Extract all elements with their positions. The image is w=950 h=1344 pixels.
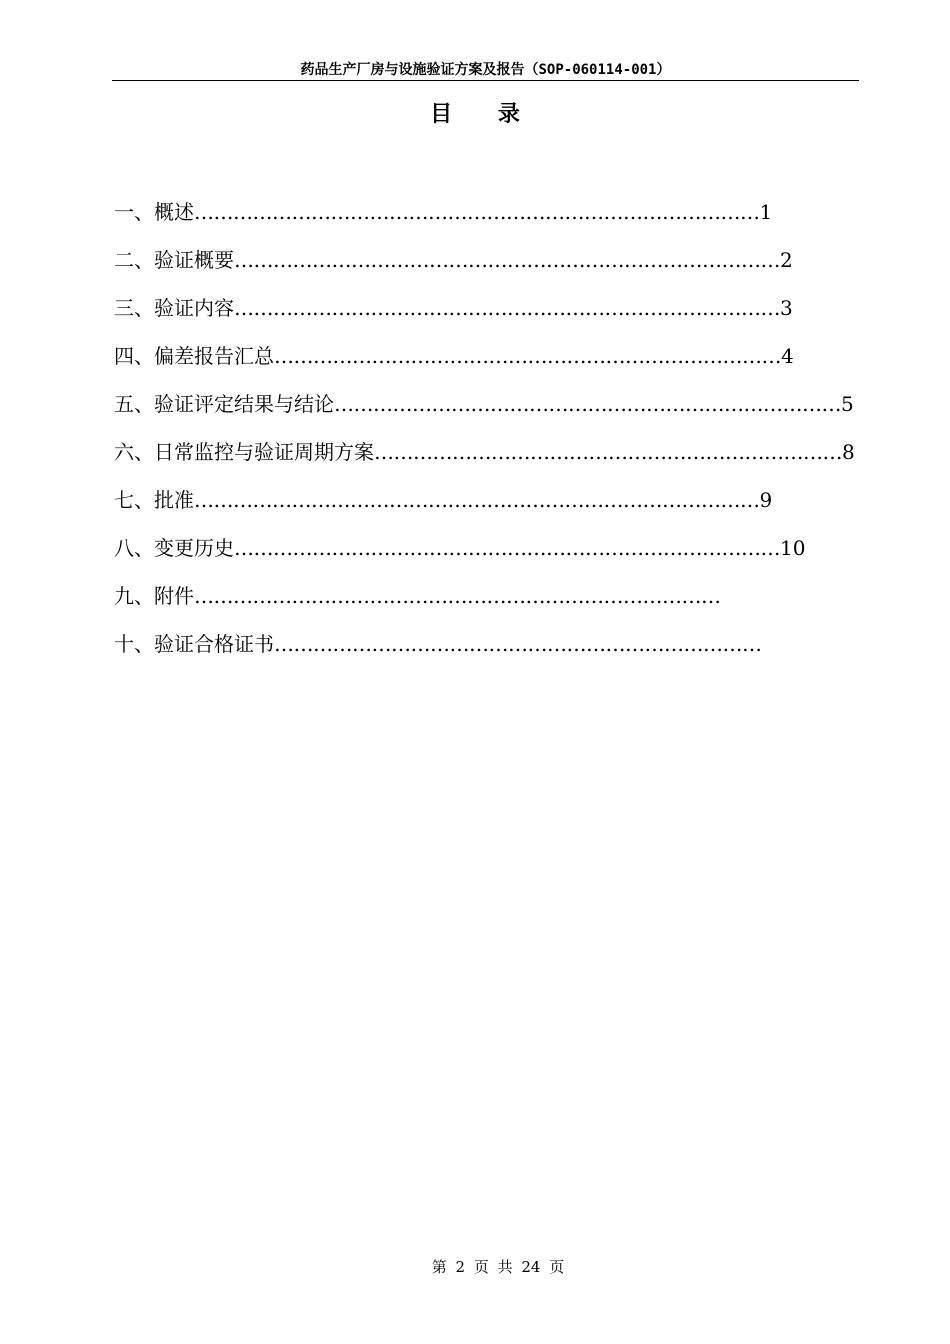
- toc-entry-label: 一、概述: [114, 200, 194, 224]
- toc-page-number: 4: [781, 344, 794, 368]
- toc-entry-validation-content[interactable]: [114, 292, 874, 340]
- toc-entry-label: 五、验证评定结果与结论: [114, 392, 334, 416]
- toc-entry-label: 八、变更历史: [114, 536, 234, 560]
- toc-entry-certificate[interactable]: [114, 628, 874, 676]
- toc-page-number: 9: [759, 488, 773, 512]
- toc-dot-leader: …………………………………………………………………………: [234, 296, 780, 320]
- toc-dot-leader: …………………………………………………………………………: [234, 536, 780, 560]
- toc-entry-label: 二、验证概要: [114, 248, 234, 272]
- toc-entry-label: 六、日常监控与验证周期方案: [114, 440, 374, 464]
- toc-dot-leader: ……………………………………………………………………………: [194, 200, 760, 224]
- toc-dot-leader: ………………………………………………………………………: [194, 584, 721, 608]
- toc-page-number: 2: [780, 248, 793, 272]
- toc-dot-leader: ………………………………………………………………: [374, 440, 842, 464]
- toc-dot-leader: ……………………………………………………………………: [334, 392, 841, 416]
- toc-page-number: 10: [780, 536, 806, 560]
- toc-entry-label: 四、偏差报告汇总: [114, 344, 274, 368]
- toc-entry-label: 九、附件: [114, 584, 194, 608]
- toc-dot-leader: ……………………………………………………………………………: [194, 488, 760, 512]
- page-title: 目 录: [430, 102, 520, 127]
- table-of-contents: [114, 196, 874, 676]
- toc-entry-attachments[interactable]: [114, 580, 874, 628]
- toc-entry-validation-summary[interactable]: [114, 244, 874, 292]
- page-header: 药品生产厂房与设施验证方案及报告（SOP-060114-001）: [112, 60, 859, 81]
- toc-dot-leader: …………………………………………………………………: [274, 632, 762, 656]
- toc-entry-deviation-report[interactable]: [114, 340, 874, 388]
- toc-page-number: 8: [842, 440, 855, 464]
- toc-entry-label: 三、验证内容: [114, 296, 234, 320]
- toc-entry-change-history[interactable]: [114, 532, 874, 580]
- toc-entry-monitoring-plan[interactable]: [114, 436, 874, 484]
- toc-page-number: 5: [841, 392, 854, 416]
- page-footer: 第 2 页 共 24 页: [431, 1258, 565, 1276]
- toc-entry-label: 七、批准: [114, 488, 194, 512]
- toc-page-number: 1: [759, 200, 773, 224]
- toc-page-number: 3: [780, 296, 793, 320]
- toc-entry-overview[interactable]: [114, 196, 874, 244]
- toc-entry-approval[interactable]: [114, 484, 874, 532]
- toc-dot-leader: ……………………………………………………………………: [274, 344, 781, 368]
- toc-entry-label: 十、验证合格证书: [114, 632, 274, 656]
- toc-dot-leader: …………………………………………………………………………: [234, 248, 780, 272]
- toc-entry-evaluation-conclusion[interactable]: [114, 388, 874, 436]
